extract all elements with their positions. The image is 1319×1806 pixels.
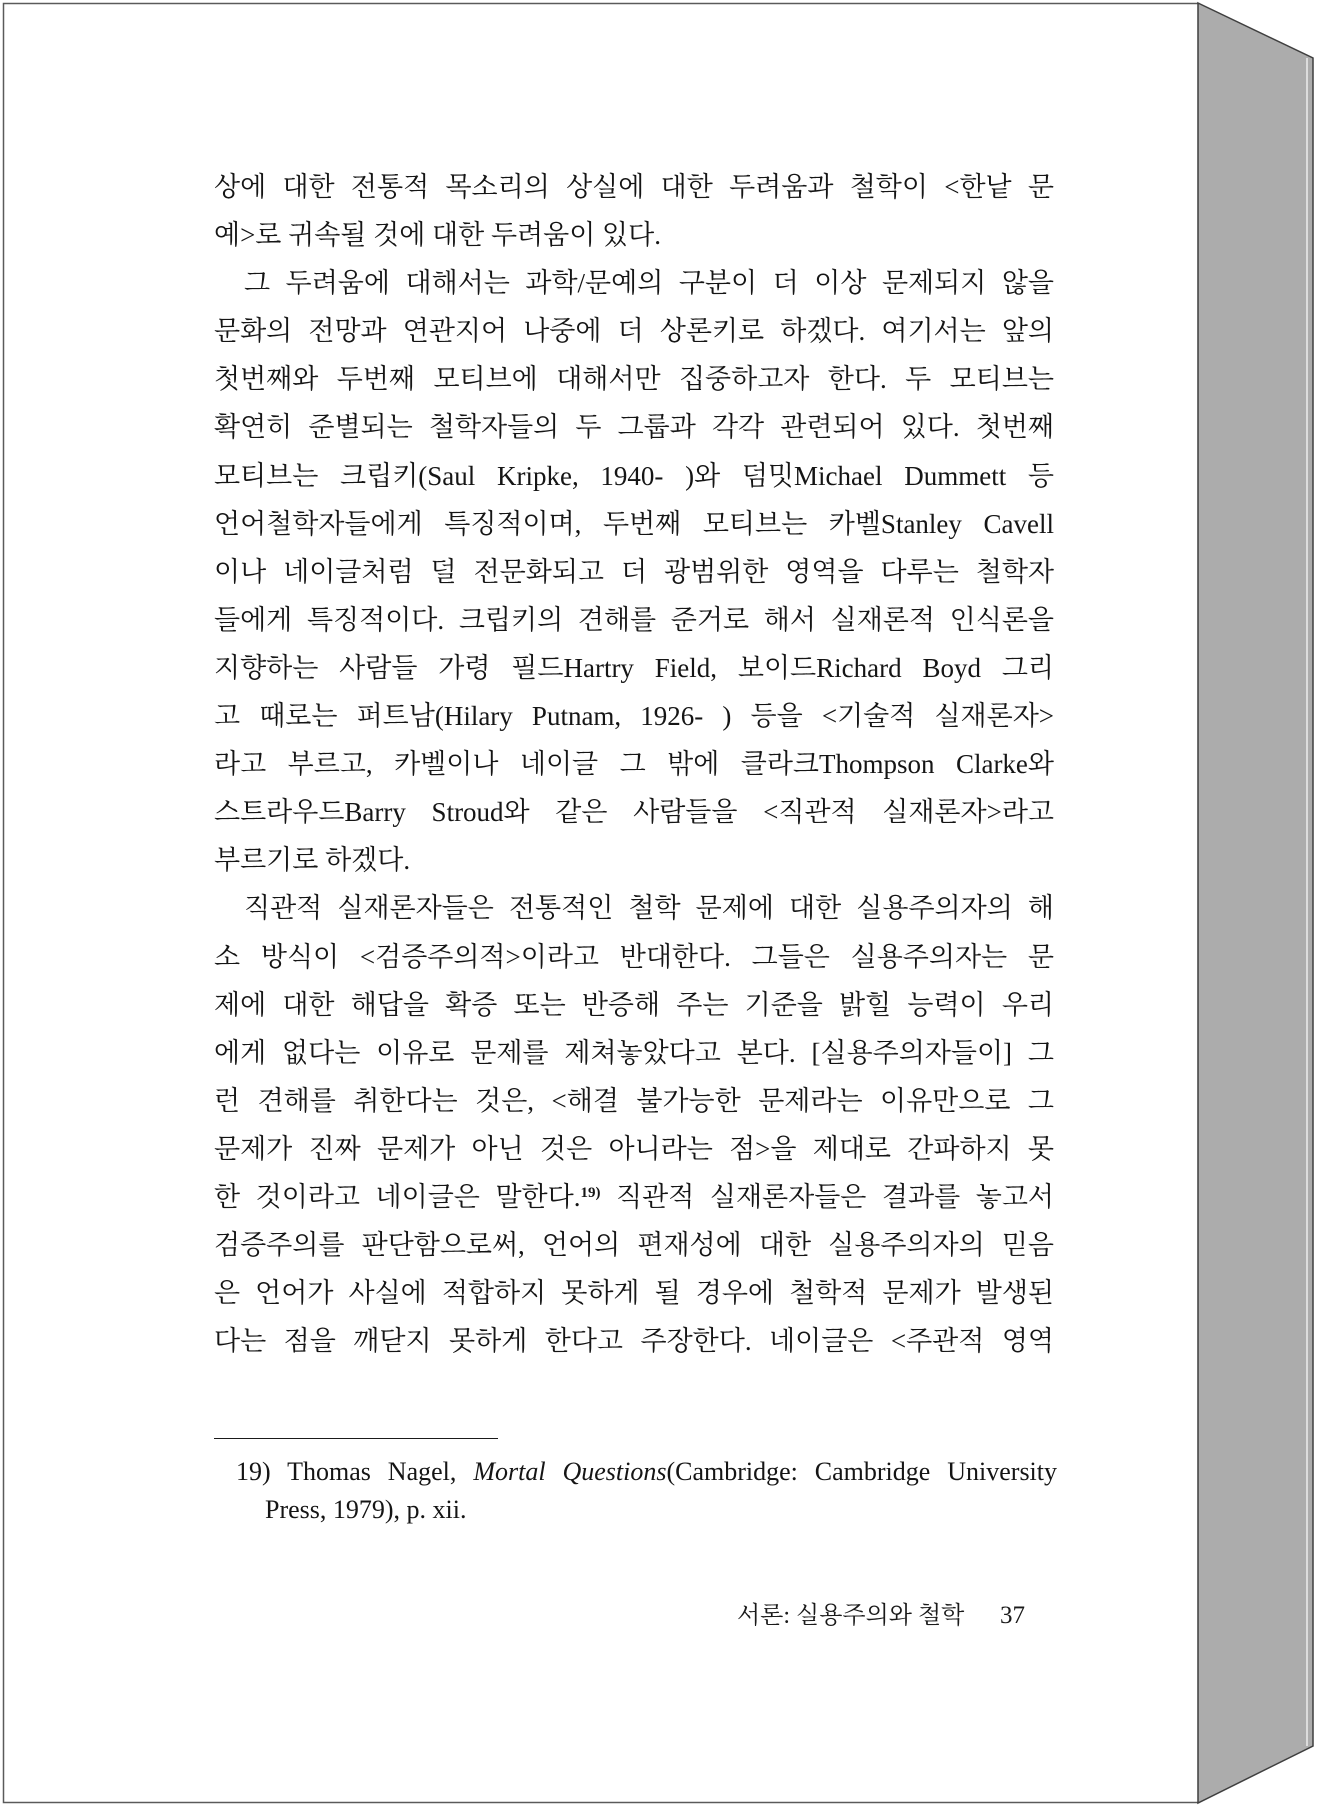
paragraph — [214, 259, 1054, 884]
paragraph — [214, 163, 1054, 259]
page-number: 37 — [1000, 1602, 1025, 1629]
text-line: 이나 네이글처럼 덜 전문화되고 더 광범위한 영역을 다루는 철학자 — [214, 556, 1054, 587]
text-segment: 한 것이라고 네이글은 말한다. — [214, 1181, 581, 1212]
text-line: 모티브는 크립키(Saul Kripke, 1940- )와 덤밋Michael Dummett 등 — [214, 460, 1054, 491]
text-line: 제에 대한 해답을 확증 또는 반증해 주는 기준을 밝힐 능력이 우리 — [214, 989, 1054, 1020]
footnote — [236, 1453, 1057, 1529]
text-line: 언어철학자들에게 특징적이며, 두번째 모티브는 카벨Stanley Cavell — [214, 508, 1054, 539]
running-head: 서론: 실용주의와 철학 — [737, 1603, 965, 1629]
text-line: 직관적 실재론자들은 전통적인 철학 문제에 대한 실용주의자의 해 — [244, 893, 1054, 924]
text-line: 스트라우드Barry Stroud와 같은 사람들을 <직관적 실재론자>라고 — [214, 797, 1054, 828]
footnote-reference: 19) — [580, 1184, 601, 1201]
text-line: 부르기로 하겠다. — [214, 845, 411, 876]
text-line: 라고 부르고, 카벨이나 네이글 그 밖에 클라크Thompson Clarke와 — [214, 749, 1054, 780]
footnote-author: Thomas Nagel, — [287, 1457, 457, 1486]
footnote-number: 19) — [236, 1457, 271, 1486]
text-segment: 직관적 실재론자들은 결과를 놓고서 — [600, 1181, 1055, 1212]
footnote-publisher: (Cambridge: Cambridge University — [666, 1457, 1058, 1486]
text-line: 예>로 귀속될 것에 대한 두려움이 있다. — [214, 220, 661, 251]
text-line: 지향하는 사람들 가령 필드Hartry Field, 보이드Richard Boyd 그리 — [214, 652, 1054, 683]
text-line: 그 두려움에 대해서는 과학/문예의 구분이 더 이상 문제되지 않을 — [244, 268, 1054, 299]
text-line: 소 방식이 <검증주의적>이라고 반대한다. 그들은 실용주의자는 문 — [214, 941, 1054, 972]
text-line: 검증주의를 판단함으로써, 언어의 편재성에 대한 실용주의자의 믿음 — [214, 1230, 1054, 1261]
footnote-line — [236, 1453, 1057, 1491]
text-line: 런 견해를 취한다는 것은, <해결 불가능한 문제라는 이유만으로 그 — [214, 1085, 1054, 1116]
text-line: 상에 대한 전통적 목소리의 상실에 대한 두려움과 철학이 <한낱 문 — [214, 172, 1054, 202]
text-line: 다는 점을 깨닫지 못하게 한다고 주장한다. 네이글은 <주관적 영역 — [214, 1326, 1054, 1357]
body-text — [214, 163, 1054, 1365]
text-line: 들에게 특징적이다. 크립키의 견해를 준거로 해서 실재론적 인식론을 — [214, 604, 1054, 635]
text-line: 은 언어가 사실에 적합하지 못하게 될 경우에 철학적 문제가 발생된 — [214, 1278, 1054, 1309]
footnote-rule — [214, 1438, 498, 1439]
text-line: 첫번째와 두번째 모티브에 대해서만 집중하고자 한다. 두 모티브는 — [214, 364, 1054, 395]
text-line: 고 때로는 퍼트남(Hilary Putnam, 1926- ) 등을 <기술적 실재론자> — [214, 701, 1054, 732]
text-line: 문화의 전망과 연관지어 나중에 더 상론키로 하겠다. 여기서는 앞의 — [214, 316, 1054, 347]
footnote-title: Mortal Questions — [473, 1457, 667, 1486]
paragraph — [214, 884, 1054, 1365]
text-line: 에게 없다는 이유로 문제를 제쳐놓았다고 본다. [실용주의자들이] 그 — [214, 1037, 1054, 1068]
book-page-edge — [1198, 3, 1313, 1803]
text-line — [214, 1173, 1054, 1221]
text-line: 문제가 진짜 문제가 아닌 것은 아니라는 점>을 제대로 간파하지 못 — [214, 1133, 1054, 1164]
footnote-line: Press, 1979), p. xii. — [265, 1495, 467, 1524]
text-line: 확연히 준별되는 철학자들의 두 그룹과 각각 관련되어 있다. 첫번째 — [214, 412, 1054, 443]
